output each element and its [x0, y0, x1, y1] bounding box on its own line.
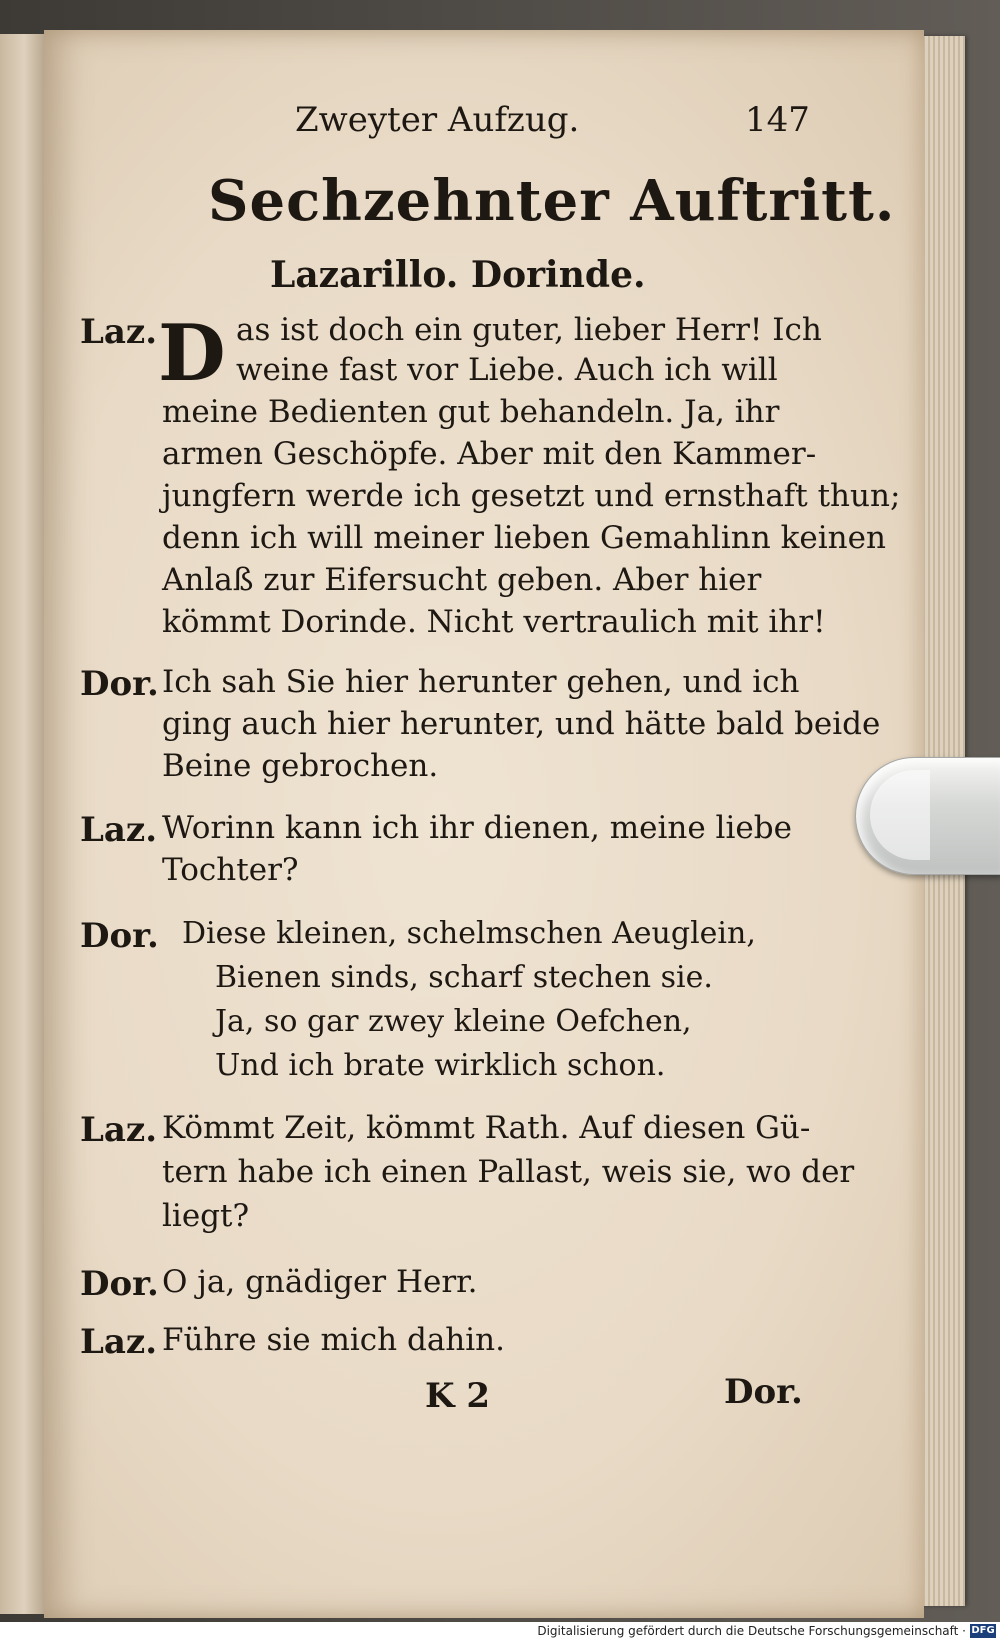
dialogue-line: Worinn kann ich ihr dienen, meine liebe — [162, 810, 792, 846]
dialogue-line: liegt? — [162, 1198, 250, 1234]
speaker-label: Laz. — [80, 1110, 158, 1150]
speaker-label: Dor. — [80, 1264, 159, 1304]
catchword: Dor. — [724, 1372, 803, 1412]
dialogue-line: meine Bedienten gut behandeln. Ja, ihr — [162, 394, 780, 430]
page-number: 147 — [745, 100, 810, 140]
speaker-label: Laz. — [80, 1322, 158, 1362]
dialogue-line: O ja, gnädiger Herr. — [162, 1264, 478, 1300]
dialogue-line: Kömmt Zeit, kömmt Rath. Auf diesen Gü- — [162, 1110, 811, 1146]
dialogue-line: weine fast vor Liebe. Auch ich will — [236, 352, 778, 388]
dialogue-line: Tochter? — [162, 852, 299, 888]
character-list: Lazarillo. Dorinde. — [270, 254, 646, 296]
speaker-label: Laz. — [80, 810, 158, 850]
dialogue-line: Anlaß zur Eifersucht geben. Aber hier — [162, 562, 762, 598]
verse-line: Bienen sinds, scharf stechen sie. — [215, 960, 713, 995]
dialogue-line: tern habe ich einen Pallast, weis sie, wo der — [162, 1154, 855, 1190]
speaker-label: Laz. — [80, 312, 158, 352]
verse-line: Ja, so gar zwey kleine Oefchen, — [215, 1004, 692, 1039]
scene-title: Sechzehnter Auftritt. — [208, 168, 896, 234]
funding-credit: Digitalisierung gefördert durch die Deutsche Forschungsgemeinschaft · — [537, 1624, 966, 1638]
signature-mark: K 2 — [425, 1376, 491, 1416]
previous-page-edge — [0, 34, 44, 1614]
dialogue-line: armen Geschöpfe. Aber mit den Kammer- — [162, 436, 817, 472]
dialogue-line: jungfern werde ich gesetzt und ernsthaft thun; — [162, 478, 901, 514]
dialogue-line: kömmt Dorinde. Nicht vertraulich mit ihr! — [162, 604, 826, 640]
dialogue-line: Führe sie mich dahin. — [162, 1322, 505, 1358]
drop-initial: D — [158, 308, 226, 399]
verse-line: Diese kleinen, schelmschen Aeuglein, — [182, 916, 756, 951]
speaker-label: Dor. — [80, 916, 159, 956]
dfg-logo: DFG — [971, 1625, 995, 1636]
dialogue-line: Beine gebrochen. — [162, 748, 439, 784]
dialogue-line: denn ich will meiner lieben Gemahlinn keinen — [162, 520, 886, 556]
running-title: Zweyter Aufzug. — [295, 100, 580, 140]
dialogue-line: ging auch hier herunter, und hätte bald beide — [162, 706, 881, 742]
dialogue-line: as ist doch ein guter, lieber Herr! Ich — [236, 312, 822, 348]
verse-line: Und ich brate wirklich schon. — [215, 1048, 666, 1083]
speaker-label: Dor. — [80, 664, 159, 704]
dialogue-line: Ich sah Sie hier herunter gehen, und ich — [162, 664, 800, 700]
